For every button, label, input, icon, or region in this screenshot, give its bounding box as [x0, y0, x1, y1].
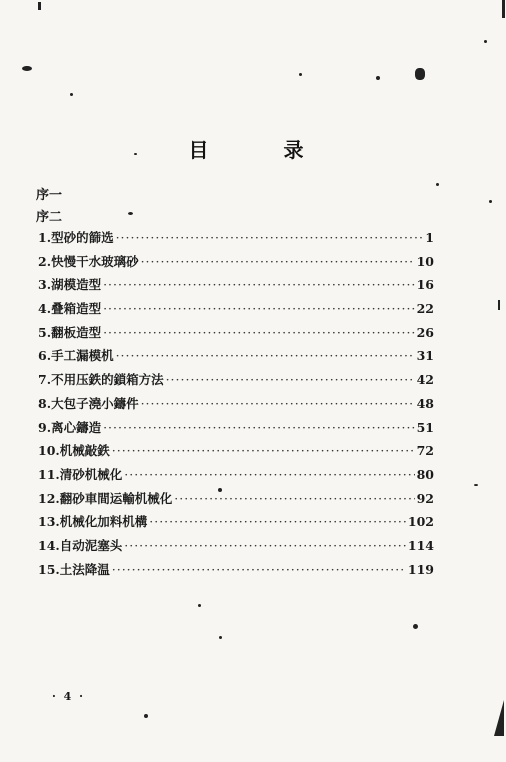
toc-entry-title: 机械敲鉄: [59, 443, 110, 459]
toc-entry: [38, 394, 434, 418]
leader-dots: [103, 420, 415, 435]
leader-dots: [103, 301, 415, 316]
toc-entry: [38, 465, 434, 489]
toc-entry-number: 1.: [38, 230, 52, 245]
ink-speck: [198, 604, 201, 607]
ink-speck: [128, 212, 133, 215]
toc-entry-page: 72: [416, 443, 434, 459]
toc-entry: [38, 536, 434, 560]
toc-entry-page: 42: [416, 372, 434, 388]
leader-dots: [141, 396, 415, 411]
toc-entry: [38, 228, 434, 252]
toc-entry-number: 8.: [38, 395, 52, 411]
edge-mark: [38, 2, 41, 10]
toc-entry-number: 13.: [38, 514, 60, 530]
leader-dots: [141, 254, 415, 269]
toc-entry-number: 12.: [38, 490, 60, 506]
toc-entry: [38, 560, 434, 584]
ink-speck: [70, 93, 73, 96]
toc-entry-page: 80: [416, 466, 434, 482]
toc-entry-page: 119: [407, 561, 434, 577]
toc-entry-number: 2.: [38, 253, 52, 269]
toc-entry-page: 22: [416, 301, 434, 317]
toc-entry-title: 型砂的篩选: [51, 230, 114, 245]
ink-speck: [299, 73, 302, 76]
ink-speck: [219, 636, 222, 639]
toc-entry-number: 6.: [38, 348, 52, 364]
leader-dots: [112, 562, 406, 577]
toc-entry-title: 叠箱造型: [51, 301, 102, 317]
leader-dots: [124, 538, 406, 553]
leader-dots: [166, 372, 415, 387]
ink-speck: [376, 76, 380, 80]
ink-speck: [489, 200, 492, 203]
leader-dots: [124, 467, 414, 482]
preface-2: 序二: [36, 210, 63, 225]
toc-entry-page: 102: [407, 514, 434, 530]
toc-entry-title: 离心鑄造: [51, 419, 102, 435]
leader-dots: [103, 277, 415, 292]
toc-entry-title: 土法降温: [59, 561, 110, 577]
toc-entry-page: 114: [407, 537, 434, 553]
toc-entry-page: 26: [416, 324, 434, 340]
toc-entry-number: 4.: [38, 301, 52, 317]
toc-entry: [38, 252, 434, 276]
toc-entry-number: 7.: [38, 372, 52, 388]
preface-1: 序一: [36, 188, 63, 203]
toc-entry-number: 3.: [38, 277, 52, 293]
ink-speck: [415, 68, 425, 80]
toc-entry-number: 14.: [38, 537, 60, 553]
ink-speck: [413, 624, 418, 629]
toc-entry: [38, 346, 434, 370]
toc-entry-title: 快慢干水玻璃砂: [51, 253, 139, 269]
leader-dots: [174, 491, 414, 506]
toc-entry-title: 自动泥塞头: [59, 537, 123, 553]
leader-dots: [116, 230, 424, 245]
page-number: · 4 ·: [52, 690, 85, 703]
toc-entry-page: 1: [425, 230, 434, 245]
toc-entry-number: 10.: [38, 443, 60, 459]
toc-entry-title: 机械化加料机構: [59, 514, 148, 530]
toc-entry: [38, 489, 434, 513]
toc-entry-title: 湖模造型: [51, 277, 102, 293]
toc-entry: [38, 275, 434, 299]
leader-dots: [116, 348, 415, 363]
toc-entry: [38, 418, 434, 442]
ink-speck: [436, 183, 439, 186]
toc-entry-number: 15.: [38, 561, 60, 577]
toc-entry-title: 清砂机械化: [59, 466, 123, 482]
toc-entry-title: 翻砂車間运輸机械化: [59, 490, 173, 506]
toc-entry-number: 5.: [38, 324, 52, 340]
toc-entry-number: 11.: [38, 466, 60, 482]
toc-entry-page: 48: [416, 395, 434, 411]
edge-mark: [502, 0, 505, 18]
ink-speck: [474, 484, 478, 486]
toc-entry-title: 不用压鉄的鎖箱方法: [51, 372, 164, 388]
toc-entry-page: 51: [416, 419, 434, 435]
toc-entry: [38, 299, 434, 323]
toc-entry: [38, 370, 434, 394]
toc-entry-page: 10: [416, 253, 434, 269]
toc-entry-title: 大包子澆小鑄件: [51, 395, 139, 411]
toc-entry: [38, 323, 434, 347]
toc-entry: [38, 512, 434, 536]
toc-entry-page: 16: [416, 277, 434, 293]
toc-entry-page: 92: [416, 490, 434, 506]
toc-entry-page: 31: [416, 348, 434, 364]
toc-entry: [38, 441, 434, 465]
page-title: 目 录: [188, 138, 338, 162]
toc-entry-title: 翻板造型: [51, 324, 102, 340]
leader-dots: [149, 514, 406, 529]
ink-speck: [22, 66, 32, 71]
leader-dots: [112, 443, 415, 458]
ink-speck: [144, 714, 148, 718]
toc-entry-title: 手工漏模机: [51, 348, 114, 364]
edge-mark: [494, 700, 504, 736]
ink-speck: [484, 40, 487, 43]
leader-dots: [103, 325, 415, 340]
toc-entry-number: 9.: [38, 419, 52, 435]
table-of-contents: [38, 228, 434, 583]
edge-mark: [498, 300, 500, 310]
